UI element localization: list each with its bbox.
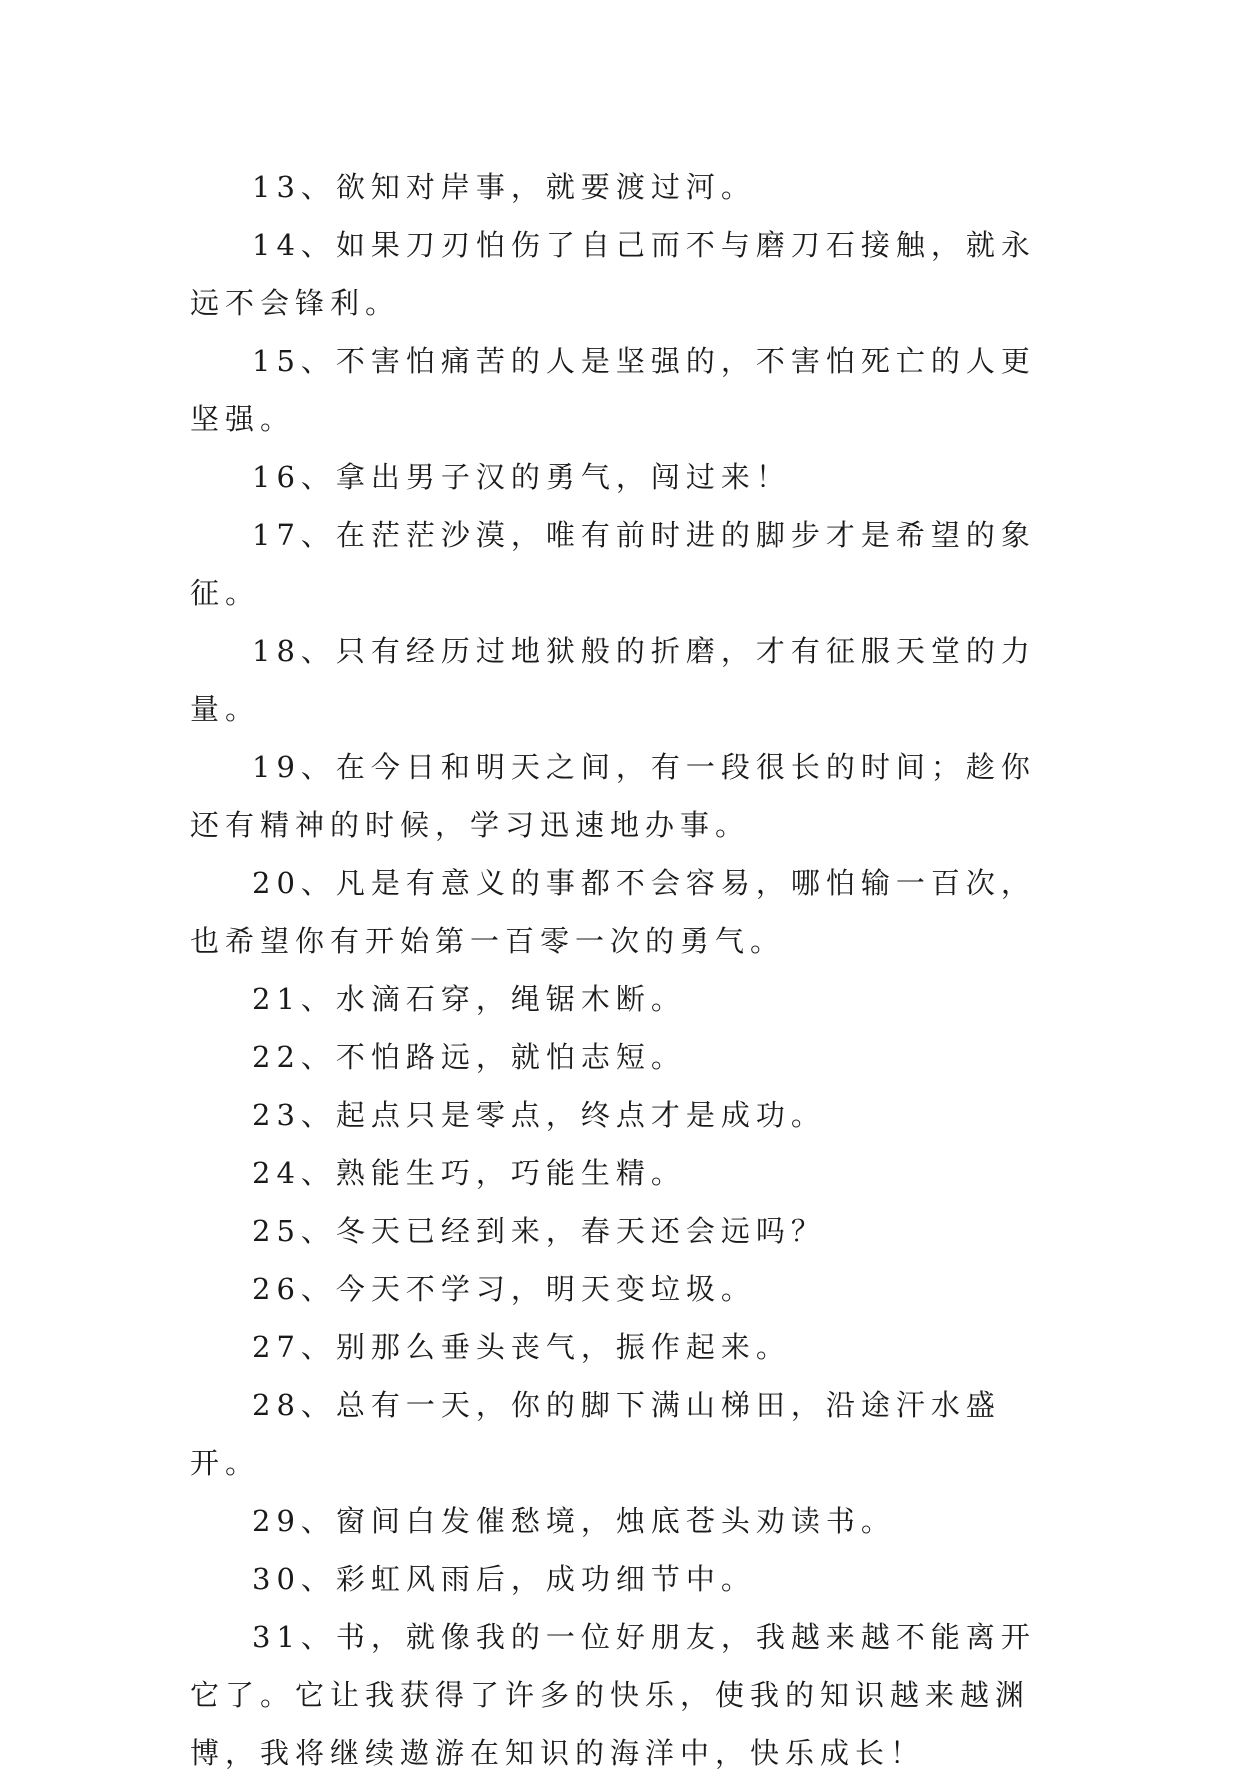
list-item: 27、别那么垂头丧气，振作起来。 bbox=[252, 1330, 791, 1364]
list-item: 24、熟能生巧，巧能生精。 bbox=[252, 1156, 686, 1190]
list-item: 31、书，就像我的一位好朋友，我越来越不能离开它了。它让我获得了许多的快乐，使我的知识越来越渊博，我将继续遨游在知识的海洋中，快乐成长！ bbox=[190, 1620, 1036, 1770]
list-item: 19、在今日和明天之间，有一段很长的时间；趁你还有精神的时候，学习迅速地办事。 bbox=[190, 750, 1036, 842]
list-item: 30、彩虹风雨后，成功细节中。 bbox=[252, 1562, 756, 1596]
list-item: 18、只有经历过地狱般的折磨，才有征服天堂的力量。 bbox=[190, 634, 1036, 726]
document-body bbox=[190, 158, 1060, 1782]
list-item: 21、水滴石穿，绳锯木断。 bbox=[252, 982, 686, 1016]
list-item: 28、总有一天，你的脚下满山梯田，沿途汗水盛开。 bbox=[190, 1388, 1001, 1480]
list-item: 17、在茫茫沙漠，唯有前时进的脚步才是希望的象征。 bbox=[190, 518, 1036, 610]
list-item: 14、如果刀刃怕伤了自己而不与磨刀石接触，就永远不会锋利。 bbox=[190, 228, 1036, 320]
list-item: 22、不怕路远，就怕志短。 bbox=[252, 1040, 686, 1074]
list-item: 29、窗间白发催愁境，烛底苍头劝读书。 bbox=[252, 1504, 896, 1538]
list-item: 25、冬天已经到来，春天还会远吗？ bbox=[252, 1214, 826, 1248]
list-item: 13、欲知对岸事，就要渡过河。 bbox=[252, 170, 756, 204]
list-item: 15、不害怕痛苦的人是坚强的，不害怕死亡的人更坚强。 bbox=[190, 344, 1036, 436]
list-item: 23、起点只是零点，终点才是成功。 bbox=[252, 1098, 826, 1132]
list-item: 20、凡是有意义的事都不会容易，哪怕输一百次，也希望你有开始第一百零一次的勇气。 bbox=[190, 866, 1036, 958]
list-item: 16、拿出男子汉的勇气，闯过来！ bbox=[252, 460, 791, 494]
list-item: 26、今天不学习，明天变垃圾。 bbox=[252, 1272, 756, 1306]
